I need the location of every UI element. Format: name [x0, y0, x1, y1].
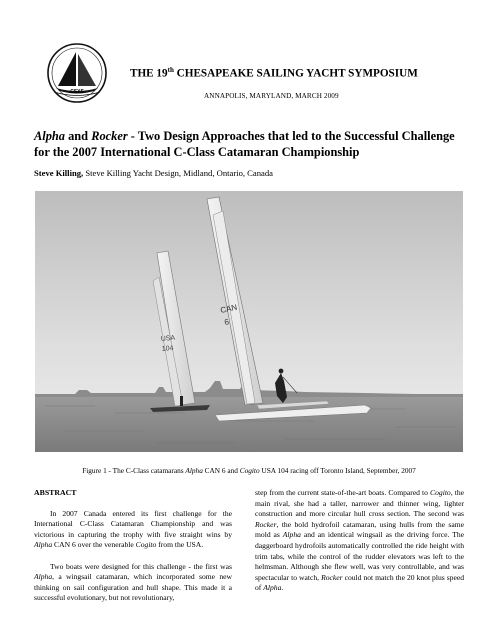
catamaran-photo	[35, 191, 463, 452]
symposium-location: ANNAPOLIS, MARYLAND, MARCH 2009	[204, 92, 339, 100]
symposium-title: THE 19th CHESAPEAKE SAILING YACHT SYMPOSIUM	[130, 66, 418, 80]
svg-text:104: 104	[161, 345, 174, 353]
svg-text:6: 6	[223, 317, 230, 327]
abstract-paragraph-2-continued: step from the current state-of-the-art boats. Compared to Cogito, the main rival, she had a taller, narrower and thinner wing, lighter construction and more circular hull cross section. The second was Rocker, the bold hydrofoil catamaran, using hulls from the same mold as Alpha and an identical wingsail as the driving force. The daggerboard hydrofoils automatically controlled the ride height with trim tabs, while the control of the rudder elevators was left to the helmsman. Although she flew well, was very controllable, and was spectacular to watch, Rocker could not match the 20 knot plus speed of Alpha.	[255, 488, 465, 593]
abstract-left-column	[34, 488, 232, 615]
abstract-paragraph-1: In 2007 Canada entered its first challenge for the International C-Class Catamaran Championship and was victorious in capturing the trophy with five straight wins by Alpha CAN 6 over the venerable Cogito from the USA.	[34, 508, 232, 550]
abstract-paragraph-2: Two boats were designed for this challenge - the first was Alpha, a wingsail catamaran, which incorporated some new thinking on sail configuration and hull shape. This made it a successful evolutionary, but not revolutionary,	[34, 561, 232, 603]
author-affiliation: Steve Killing Yacht Design, Midland, Ontario, Canada	[83, 168, 273, 178]
author-line	[34, 168, 273, 178]
abstract-right-column	[255, 488, 464, 605]
abstract-heading: ABSTRACT	[34, 488, 77, 497]
figure-caption: Figure 1 - The C-Class catamarans Alpha CAN 6 and Cogito USA 104 racing off Toronto Island, September, 2007	[82, 466, 416, 475]
author-name: Steve Killing,	[34, 168, 84, 178]
logo-text: CSYS	[70, 89, 84, 95]
paper-title: Alpha and Rocker - Two Design Approaches that led to the Successful Challenge for the 2007 International C-Class Catamaran Championship	[34, 129, 455, 159]
symposium-logo	[46, 42, 108, 104]
svg-text:USA: USA	[160, 334, 176, 343]
svg-text:CAN: CAN	[219, 302, 238, 315]
